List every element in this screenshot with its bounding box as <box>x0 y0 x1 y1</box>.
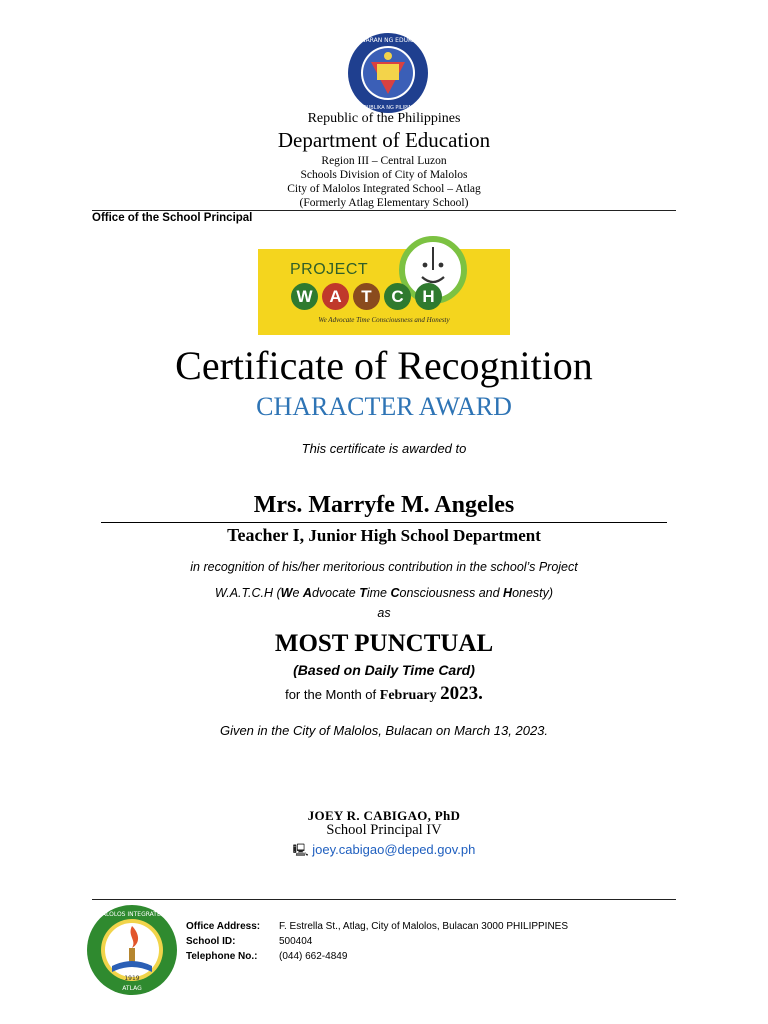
header-divider <box>92 210 676 211</box>
signatory-email[interactable] <box>0 841 768 862</box>
certificate-subtitle: CHARACTER AWARD <box>256 392 512 421</box>
certificate-title: Certificate of Recognition <box>175 343 593 388</box>
telephone-label: Telephone No.: <box>186 951 258 962</box>
school-id-label: School ID: <box>186 936 236 947</box>
awarded-to-text: This certificate is awarded to <box>301 441 467 456</box>
watch-letter-w: W <box>291 283 318 310</box>
award-basis: (Based on Daily Time Card) <box>293 662 475 678</box>
footer-address-row <box>0 919 768 934</box>
office-address-label: Office Address: <box>186 921 261 932</box>
republic-text: Republic of the Philippines <box>307 111 461 126</box>
recognition-line-2: W.A.T.C.H (We Advocate Time Consciousness and Honesty) <box>214 586 554 600</box>
svg-text:1919: 1919 <box>124 975 140 982</box>
department-name: Department of Education <box>277 128 491 152</box>
position-title: Teacher I, <box>227 525 305 545</box>
office-label: Office of the School Principal <box>92 212 253 224</box>
deped-seal-logo <box>343 32 433 114</box>
svg-text:CITY OF MALOLOS INTEGRATED SCH: CITY OF MALOLOS INTEGRATED SCHOOL <box>71 911 193 918</box>
signatory-name: JOEY R. CABIGAO, PhD <box>307 808 461 823</box>
telephone-value: (044) 662-4849 <box>279 951 348 962</box>
former-name: (Formerly Atlag Elementary School) <box>299 197 469 209</box>
svg-text:ATLAG: ATLAG <box>122 985 142 992</box>
position-department: Junior High School Department <box>308 526 541 545</box>
region-text: Region III – Central Luzon <box>321 155 447 167</box>
award-month: for the Month of February 2023. <box>285 683 483 704</box>
award-title: MOST PUNCTUAL <box>274 630 494 657</box>
school-id-value: 500404 <box>279 936 313 947</box>
signatory-position: School Principal IV <box>326 822 442 838</box>
division-text: Schools Division of City of Malolos <box>300 169 468 181</box>
svg-text:KAGAWARAN NG EDUKASYON: KAGAWARAN NG EDUKASYON <box>343 37 433 44</box>
watch-letter-a: A <box>322 283 349 310</box>
recognition-line-1: in recognition of his/her meritorious contribution in the school’s Project <box>190 560 578 574</box>
given-date-text: Given in the City of Malolos, Bulacan on March 13, 2023. <box>219 723 549 738</box>
footer-school-id-row <box>0 934 768 949</box>
recipient-position <box>0 525 768 546</box>
watch-letter-t: T <box>353 283 380 310</box>
computer-icon: 🖳 <box>292 843 309 857</box>
watch-letter-c: C <box>384 283 411 310</box>
footer-telephone-row <box>0 949 768 964</box>
recipient-name: Mrs. Marryfe M. Angeles <box>253 492 515 518</box>
as-text: as <box>377 606 391 620</box>
school-name: City of Malolos Integrated School – Atlag <box>287 183 481 195</box>
svg-text:REPUBLIKA NG PILIPINAS: REPUBLIKA NG PILIPINAS <box>357 105 419 111</box>
recognition-text <box>0 554 768 606</box>
recipient-underline <box>101 522 667 523</box>
footer-divider <box>92 899 676 900</box>
project-label: PROJECT <box>290 261 369 278</box>
watch-tagline: We Advocate Time Consciousness and Honesty <box>318 316 450 324</box>
watch-letter-h: H <box>415 283 442 310</box>
email-link[interactable]: joey.cabigao@deped.gov.ph <box>312 842 476 857</box>
project-watch-banner <box>258 249 510 335</box>
office-address-value: F. Estrella St., Atlag, City of Malolos, Bulacan 3000 PHILIPPINES <box>279 921 569 932</box>
